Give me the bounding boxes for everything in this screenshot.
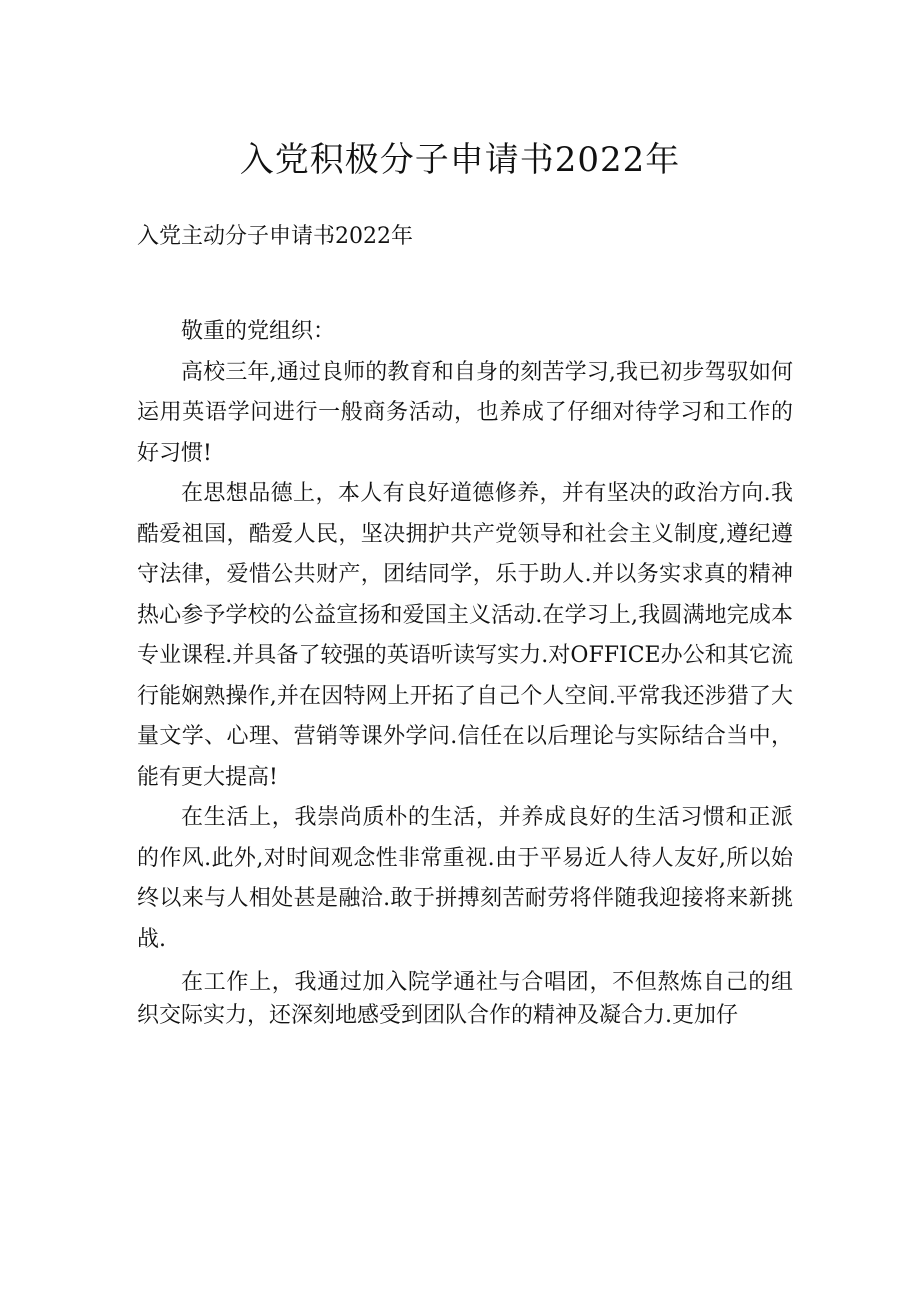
paragraph-study: 高校三年,通过良师的教育和自身的刻苦学习,我已初步驾驭如何运用英语学问进行一般商务活动，也养成了仔细对待学习和工作的好习惯! xyxy=(137,359,793,466)
document-subtitle: 入党主动分子申请书2022年 xyxy=(137,224,413,249)
document-body xyxy=(137,312,793,1032)
document-title: 入党积极分子申请书2022年 xyxy=(239,140,681,180)
paragraph-life: 在生活上，我崇尚质朴的生活，并养成良好的生活习惯和正派的作风.此外,对时间观念性非常重视.由于平易近人待人友好,所以始终以来与人相处甚是融洽.敢于拼搏刻苦耐劳将伴随我迎接将来新挑战. xyxy=(137,805,793,952)
salutation: 敬重的党组织： xyxy=(181,319,336,344)
paragraph-work: 在工作上，我通过加入院学通社与合唱团，不但熬炼自己的组织交际实力，还深刻地感受到团队合作的精神及凝合力.更加仔 xyxy=(137,970,793,1028)
paragraph-character: 在思想品德上，本人有良好道德修养，并有坚决的政治方向.我酷爱祖国，酷爱人民，坚决拥护共产党领导和社会主义制度,遵纪遵守法律，爱惜公共财产，团结同学，乐于助人.并以务实求真的精神热心参予学校的公益宣扬和爱国主义活动.在学习上,我圆满地完成本专业课程.并具备了较强的英语听读写实力.对OFFICE办公和其它流行能娴熟操作,并在因特网上开拓了自己个人空间.平常我还涉猎了大量文学、心理、营销等课外学问.信任在以后理论与实际结合当中，能有更大提高! xyxy=(137,481,793,790)
